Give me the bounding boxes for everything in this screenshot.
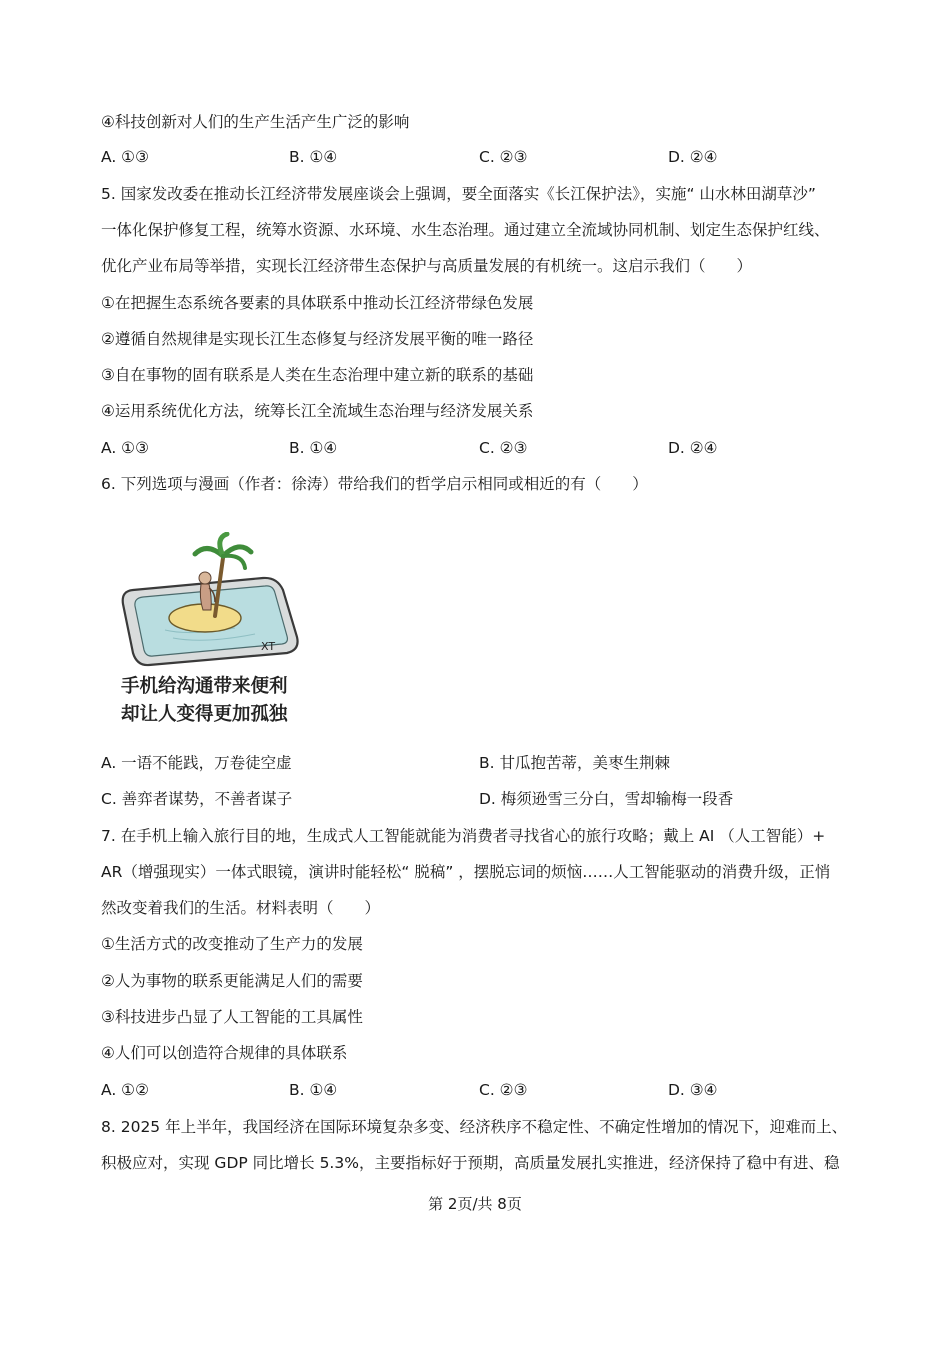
question-8-stem-line: 积极应对，实现 GDP 同比增长 5.3%，主要指标好于预期，高质量发展扎实推进，经济保持了稳中有进、稳 bbox=[101, 1154, 840, 1172]
question-7-stem-line: AR（增强现实）一体式眼镜，演讲时能轻松“ 脱稿” ，摆脱忘词的烦恼……人工智能驱动的消费升级，正悄 bbox=[101, 863, 831, 881]
option-b[interactable]: B. ①④ bbox=[289, 1081, 338, 1099]
question-item: ①生活方式的改变推动了生产力的发展 bbox=[101, 935, 363, 953]
option-a[interactable]: A. ①③ bbox=[101, 439, 149, 457]
question-item: ③自在事物的固有联系是人类在生态治理中建立新的联系的基础 bbox=[101, 366, 534, 384]
option-b[interactable]: B. ①④ bbox=[289, 148, 338, 166]
option-d[interactable]: D. ③④ bbox=[668, 1081, 718, 1099]
option-a[interactable]: A. ①② bbox=[101, 1081, 149, 1099]
option-b[interactable]: B. ①④ bbox=[289, 439, 338, 457]
question-item: ③科技进步凸显了人工智能的工具属性 bbox=[101, 1008, 363, 1026]
option-c[interactable]: C. ②③ bbox=[479, 439, 528, 457]
question-5-stem-line: 优化产业布局等举措，实现长江经济带生态保护与高质量发展的有机统一。这启示我们（ ） bbox=[101, 257, 753, 275]
option-d[interactable]: D. ②④ bbox=[668, 148, 718, 166]
option-c[interactable]: C. ②③ bbox=[479, 1081, 528, 1099]
person-icon bbox=[199, 572, 211, 584]
question-7-stem-line: 7. 在手机上输入旅行目的地，生成式人工智能就能为消费者寻找省心的旅行攻略；戴上 AI （人工智能）+ bbox=[101, 827, 826, 845]
question-5-stem-line: 一体化保护修复工程，统筹水资源、水环境、水生态治理。通过建立全流域协同机制、划定生态保护红线、 bbox=[101, 221, 830, 239]
question-7-stem-line: 然改变着我们的生活。材料表明（ ） bbox=[101, 899, 381, 917]
question-item: ②人为事物的联系更能满足人们的需要 bbox=[101, 972, 363, 990]
option-a[interactable]: A. ①③ bbox=[101, 148, 149, 166]
question-item: ④科技创新对人们的生产生活产生广泛的影响 bbox=[101, 113, 410, 131]
question-6-stem: 6. 下列选项与漫画（作者：徐涛）带给我们的哲学启示相同或相近的有（ ） bbox=[101, 475, 648, 493]
option-c[interactable]: C. ②③ bbox=[479, 148, 528, 166]
question-item: ④运用系统优化方法，统筹长江全流域生态治理与经济发展关系 bbox=[101, 402, 534, 420]
option-d[interactable]: D. 梅须逊雪三分白，雪却输梅一段香 bbox=[479, 790, 734, 808]
option-c[interactable]: C. 善弈者谋势，不善者谋子 bbox=[101, 790, 293, 808]
question-item: ②遵循自然规律是实现长江生态修复与经济发展平衡的唯一路径 bbox=[101, 330, 534, 348]
option-d[interactable]: D. ②④ bbox=[668, 439, 718, 457]
comic-caption: 手机给沟通带来便利 bbox=[121, 676, 288, 697]
question-item: ④人们可以创造符合规律的具体联系 bbox=[101, 1044, 348, 1062]
option-a[interactable]: A. 一语不能践，万卷徒空虚 bbox=[101, 754, 292, 772]
comic-signature: XT bbox=[261, 640, 276, 653]
option-b[interactable]: B. 甘瓜抱苦蒂，美枣生荆棘 bbox=[479, 754, 670, 772]
comic-caption: 却让人变得更加孤独 bbox=[121, 704, 288, 725]
question-5-stem-line: 5. 国家发改委在推动长江经济带发展座谈会上强调，要全面落实《长江保护法》，实施“ 山水林田湖草沙” bbox=[101, 185, 816, 203]
page-number: 第 2页/共 8页 bbox=[428, 1195, 522, 1213]
question-8-stem-line: 8. 2025 年上半年，我国经济在国际环境复杂多变、经济秩序不稳定性、不确定性增加的情况下，迎难而上、 bbox=[101, 1118, 848, 1136]
question-item: ①在把握生态系统各要素的具体联系中推动长江经济带绿色发展 bbox=[101, 294, 534, 312]
comic-illustration bbox=[115, 532, 315, 737]
